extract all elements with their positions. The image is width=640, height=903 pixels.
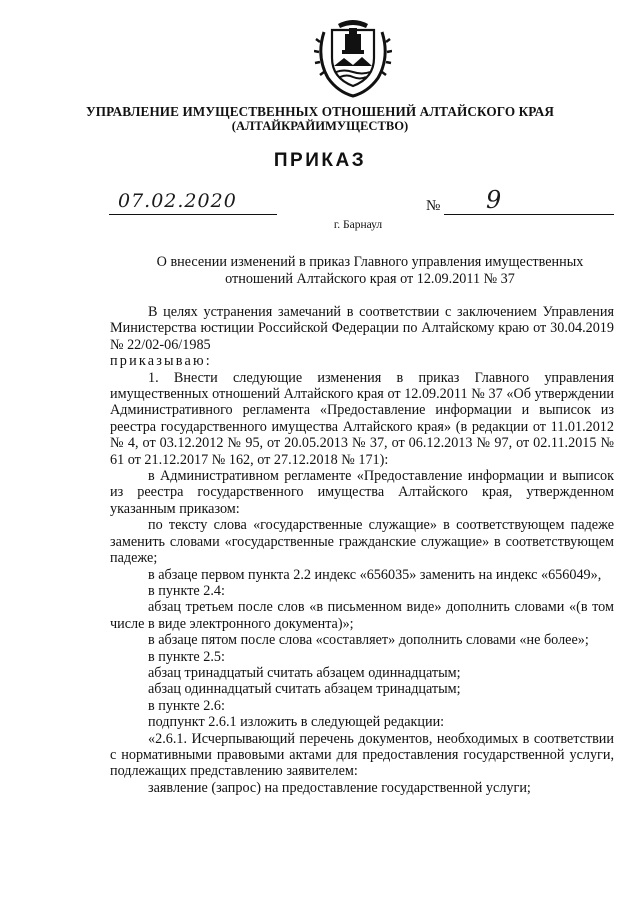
order-subject xyxy=(110,254,630,287)
subject-line-1: О внесении изменений в приказ Главного управления имущественных xyxy=(156,254,584,270)
amendment-paragraph: по тексту слова «государственные служащие» в соответствующем падеже заменить словами «государственные гражданские служащие» в соответствующем падеже; xyxy=(110,517,614,567)
subject-line-2: отношений Алтайского края от 12.09.2011 № 37 xyxy=(225,270,515,287)
amendment-paragraph: подпункт 2.6.1 изложить в следующей редакции: xyxy=(148,714,445,731)
item-1-paragraph: 1. Внести следующие изменения в приказ Главного управления имущественных отношений Алтайского края от 12.09.2011 № 37 «Об утверждении Административного регламента «Предоставление информации и выписок из реестра государственного имущества Алтайского края» (в редакции от 11.01.2012 № 4, от 03.12.2012 № 95, от 20.05.2013 № 37, от 06.12.2013 № 97, от 02.11.2015 № 61 от 21.12.2017 № 162, от 27.12.2018 № 171): xyxy=(110,369,614,468)
amendment-paragraph: в абзаце пятом после слова «составляет» дополнить словами «не более»; xyxy=(148,632,589,649)
number-sign: № xyxy=(426,198,441,214)
directive-word: приказываю: xyxy=(110,353,212,370)
amendment-paragraph: «2.6.1. Исчерпывающий перечень документов, необходимых в соответствии с нормативными правовыми актами для предоставления государственной услуги, подлежащих представлению заявителем: xyxy=(110,730,614,780)
handwritten-number: 9 xyxy=(486,186,502,214)
order-body xyxy=(110,304,614,796)
amendment-paragraph: в пункте 2.5: xyxy=(148,648,225,665)
organization-short-name: (АЛТАЙКРАЙИМУЩЕСТВО) xyxy=(231,119,409,133)
amendment-paragraph: абзац третьем после слов «в письменном виде» дополнить словами «(в том числе в виде электронного документа)»; xyxy=(110,599,614,632)
amendment-paragraph: в абзаце первом пункта 2.2 индекс «656035» заменить на индекс «656049», xyxy=(148,566,602,583)
document-title: ПРИКАЗ xyxy=(273,150,367,171)
amendment-paragraph: в пункте 2.6: xyxy=(148,697,225,714)
regulation-paragraph: в Административном регламенте «Предоставление информации и выписок из реестра государственного имущества Алтайского края, утвержденном указанным приказом: xyxy=(110,468,614,517)
handwritten-date: 07.02.2020 xyxy=(118,190,237,212)
amendment-paragraph: абзац одиннадцатый считать абзацем тринадцатым; xyxy=(148,681,461,698)
altai-krai-emblem-icon xyxy=(314,12,392,98)
amendment-paragraph: в пункте 2.4: xyxy=(148,582,225,599)
city-label: г. Барнаул xyxy=(333,219,383,231)
number-underline xyxy=(444,214,614,215)
organization-name: УПРАВЛЕНИЕ ИМУЩЕСТВЕННЫХ ОТНОШЕНИЙ АЛТАЙСКОГО КРАЯ xyxy=(86,104,554,119)
date-underline xyxy=(109,214,277,215)
amendment-paragraph: абзац тринадцатый считать абзацем одиннадцатым; xyxy=(148,664,461,681)
amendment-paragraph: заявление (запрос) на предоставление государственной услуги; xyxy=(148,779,531,796)
preamble-paragraph: В целях устранения замечаний в соответствии с заключением Управления Министерства юстиции Российской Федерации по Алтайскому краю от 30.04.2019 № 22/02-06/1985 xyxy=(110,304,614,353)
